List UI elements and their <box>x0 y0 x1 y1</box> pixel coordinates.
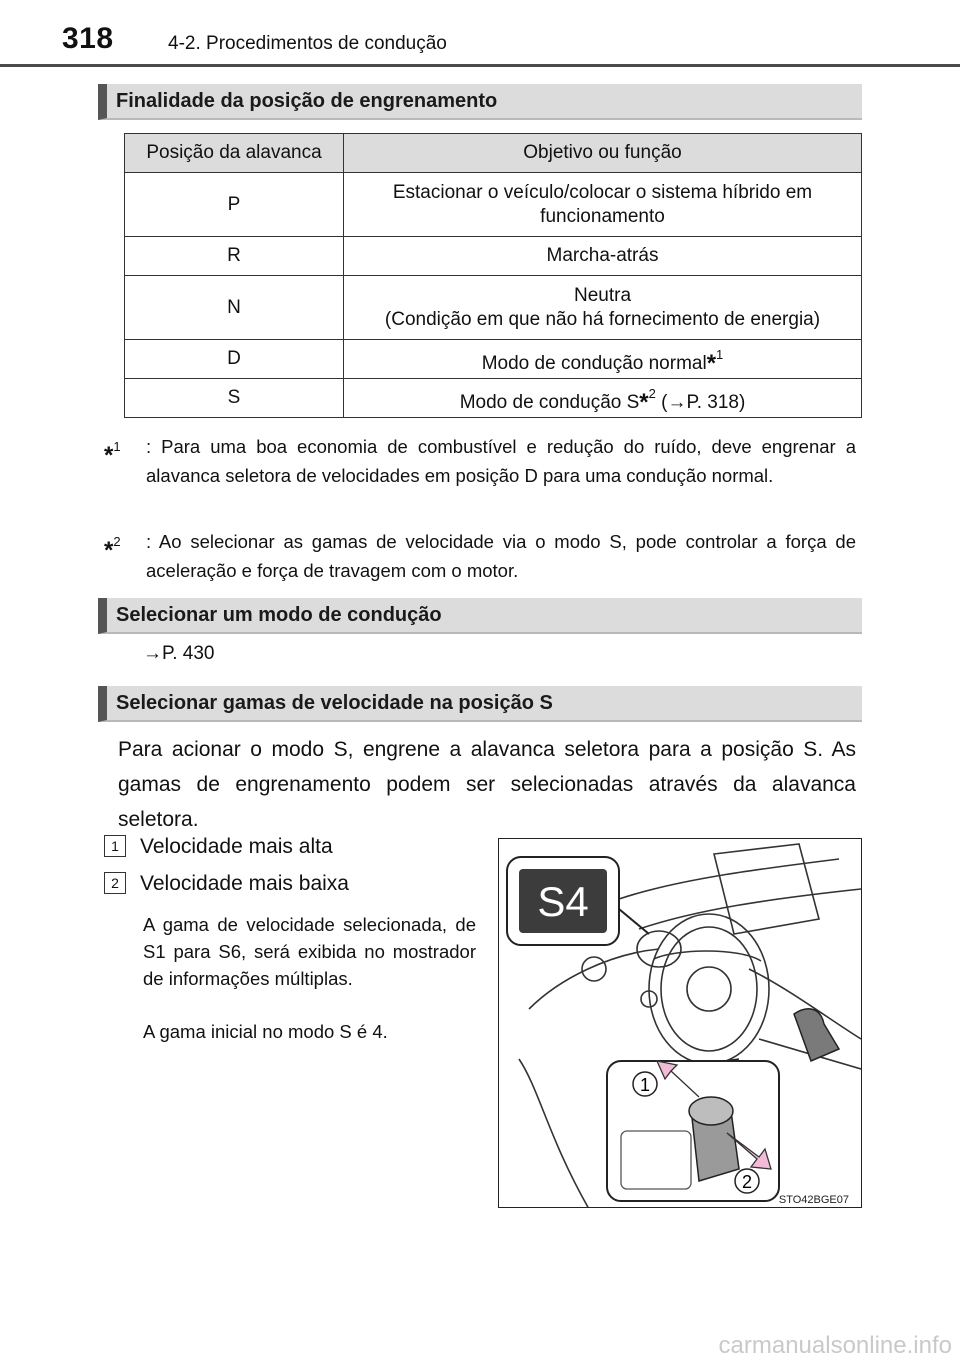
section-heading-gear-purpose <box>98 84 862 120</box>
position-function: Marcha-atrás <box>344 237 862 276</box>
list-item-label: Velocidade mais alta <box>140 835 333 858</box>
footnote-marker <box>104 527 121 565</box>
section-heading-s-position <box>98 686 862 722</box>
column-header: Posição da alavanca <box>125 134 344 173</box>
footnote-number: 1 <box>716 346 724 362</box>
function-text: Modo de condução S <box>459 391 640 413</box>
position-function <box>344 340 862 379</box>
section-heading-drive-mode <box>98 598 862 634</box>
function-line: funcionamento <box>540 205 665 227</box>
footnote-1 <box>104 432 856 490</box>
detail-text: A gama de velocidade selecionada, de S1 para S6, será exibida no mostrador de informações múltiplas. <box>143 914 476 989</box>
table-row <box>125 173 862 237</box>
watermark-text: carmanualsonline.info <box>718 1332 952 1359</box>
position-function <box>344 276 862 340</box>
section-heading-text: Finalidade da posição de engrenamento <box>116 90 498 112</box>
table-row <box>125 276 862 340</box>
lever-position: S <box>125 379 344 418</box>
list-item <box>104 872 349 896</box>
table-row <box>125 340 862 379</box>
page-number: 318 <box>62 22 114 55</box>
detail-text: A gama inicial no modo S é 4. <box>143 1021 388 1042</box>
column-header: Objetivo ou função <box>344 134 862 173</box>
chapter-title: 4-2. Procedimentos de condução <box>168 33 447 54</box>
footnote-text: : Para uma boa economia de combustível e redução do ruído, deve engrenar a alavanca seletora de velocidades em posição D para uma condução normal. <box>146 436 856 486</box>
section-heading-text: Selecionar gamas de velocidade na posição S <box>116 692 553 714</box>
function-line: (Condição em que não há fornecimento de energia) <box>384 308 821 330</box>
callout-label: 2 <box>741 1172 753 1192</box>
header-divider <box>0 64 960 67</box>
position-function <box>344 379 862 418</box>
callout-label: 1 <box>639 1075 651 1095</box>
shift-lever-illustration <box>498 838 862 1208</box>
footnote-marker <box>104 432 121 470</box>
footnote-text: : Ao selecionar as gamas de velocidade via o modo S, pode controlar a força de aceleração e força de travagem com o motor. <box>146 531 856 581</box>
table-header-row <box>125 134 862 173</box>
section-heading-text: Selecionar um modo de condução <box>116 604 442 626</box>
drive-mode-page-reference[interactable]: →P. 430 <box>143 643 215 664</box>
gear-position-table <box>124 133 862 418</box>
position-function <box>344 173 862 237</box>
footnote-number: 2 <box>648 385 656 401</box>
lever-position: R <box>125 237 344 276</box>
list-item-label: Velocidade mais baixa <box>140 872 349 895</box>
footnote-star: * <box>706 349 717 377</box>
function-line: Estacionar o veículo/colocar o sistema híbrido em <box>392 181 813 203</box>
s-mode-paragraph: Para acionar o modo S, engrene a alavanca seletora para a posição S. As gamas de engrenamento podem ser selecionadas através da alavanca seletora. <box>118 738 856 831</box>
footnote-number: 2 <box>113 534 121 549</box>
illustration-svg <box>499 839 862 1208</box>
callout-number: 2 <box>104 872 126 894</box>
lever-position: N <box>125 276 344 340</box>
lever-position: D <box>125 340 344 379</box>
footnote-2 <box>104 527 856 585</box>
table-row <box>125 379 862 418</box>
page-reference-link[interactable]: (→P. 318) <box>661 391 746 413</box>
function-text: Modo de condução normal <box>481 352 707 374</box>
list-item <box>104 835 333 859</box>
figure-code: STO42BGE07 <box>778 1194 849 1206</box>
footnote-star: * <box>104 537 114 564</box>
table-row <box>125 237 862 276</box>
footnote-star: * <box>639 388 649 416</box>
footnote-star: * <box>104 442 114 469</box>
function-line: Neutra <box>573 284 632 306</box>
lever-position: P <box>125 173 344 237</box>
callout-number: 1 <box>104 835 126 857</box>
footnote-number: 1 <box>113 439 121 454</box>
display-readout: S4 <box>537 878 589 925</box>
